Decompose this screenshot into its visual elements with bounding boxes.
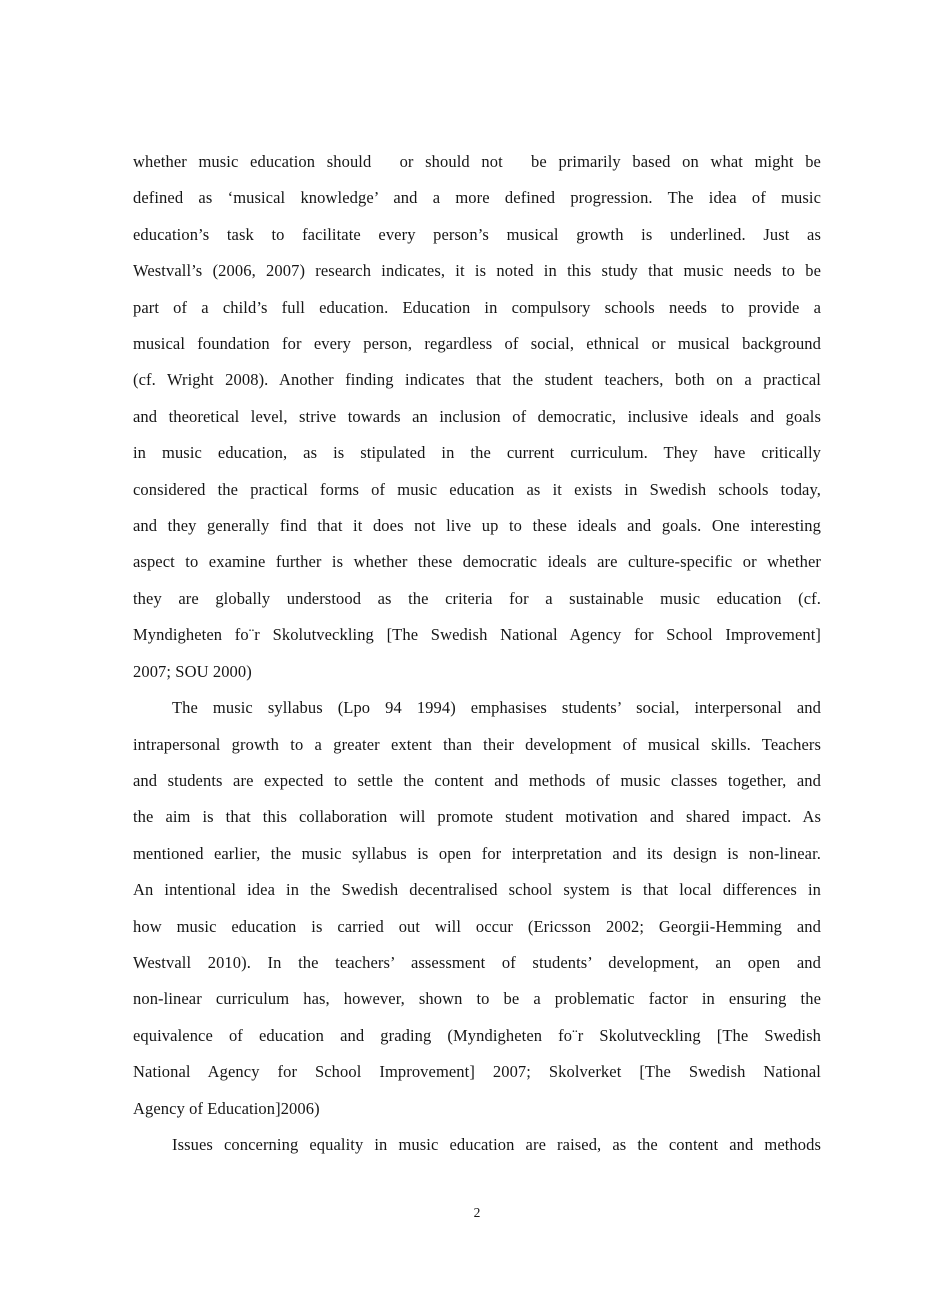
text-line: they are globally understood as the criteria for a sustainable music education (cf. <box>133 588 821 608</box>
text-line: Westvall’s (2006, 2007) research indicates, it is noted in this study that music needs to be <box>133 261 821 281</box>
paragraph-3 <box>133 1127 821 1163</box>
text-line: Myndigheten fo¨r Skolutveckling [The Swedish National Agency for School Improvement] <box>133 625 821 645</box>
text-line: Agency of Education]2006) <box>133 1098 320 1118</box>
text-line: equivalence of education and grading (Myndigheten fo¨r Skolutveckling [The Swedish <box>133 1025 821 1045</box>
text-line: in music education, as is stipulated in the current curriculum. They have critically <box>133 443 821 463</box>
text-line: defined as ‘musical knowledge’ and a more defined progression. The idea of music <box>133 188 821 208</box>
text-line: the aim is that this collaboration will promote student motivation and shared impact. As <box>133 807 821 827</box>
text-line: 2007; SOU 2000) <box>133 661 252 681</box>
page-number: 2 <box>473 1205 481 1220</box>
text-line: considered the practical forms of music education as it exists in Swedish schools today, <box>133 479 821 499</box>
page-body <box>133 144 821 1163</box>
text-line: mentioned earlier, the music syllabus is open for interpretation and its design is non-linear. <box>133 843 821 863</box>
text-line: aspect to examine further is whether these democratic ideals are culture-specific or whether <box>133 552 821 572</box>
text-line: education’s task to facilitate every person’s musical growth is underlined. Just as <box>133 224 821 244</box>
text-line: non-linear curriculum has, however, shown to be a problematic factor in ensuring the <box>133 989 821 1009</box>
text-line: part of a child’s full education. Education in compulsory schools needs to provide a <box>133 297 821 317</box>
text-line: how music education is carried out will occur (Ericsson 2002; Georgii-Hemming and <box>133 916 821 936</box>
text-line: National Agency for School Improvement] 2007; Skolverket [The Swedish National <box>133 1062 821 1082</box>
text-line: (cf. Wright 2008). Another finding indicates that the student teachers, both on a practical <box>133 370 821 390</box>
text-line: Issues concerning equality in music education are raised, as the content and methods <box>172 1134 821 1154</box>
text-line: and they generally find that it does not live up to these ideals and goals. One interesting <box>133 516 821 536</box>
text-line: Westvall 2010). In the teachers’ assessment of students’ development, an open and <box>133 952 821 972</box>
text-line: and students are expected to settle the content and methods of music classes together, and <box>133 770 821 790</box>
text-line: musical foundation for every person, regardless of social, ethnical or musical background <box>133 334 821 354</box>
paragraph-2 <box>133 690 821 1127</box>
text-line: intrapersonal growth to a greater extent than their development of musical skills. Teachers <box>133 734 821 754</box>
text-line: whether music education should or should not be primarily based on what might be <box>133 152 821 171</box>
text-line: The music syllabus (Lpo 94 1994) emphasises students’ social, interpersonal and <box>172 698 821 718</box>
text-line: and theoretical level, strive towards an inclusion of democratic, inclusive ideals and goals <box>133 406 821 426</box>
text-line: An intentional idea in the Swedish decentralised school system is that local differences in <box>133 880 821 900</box>
paragraph-1 <box>133 144 821 690</box>
